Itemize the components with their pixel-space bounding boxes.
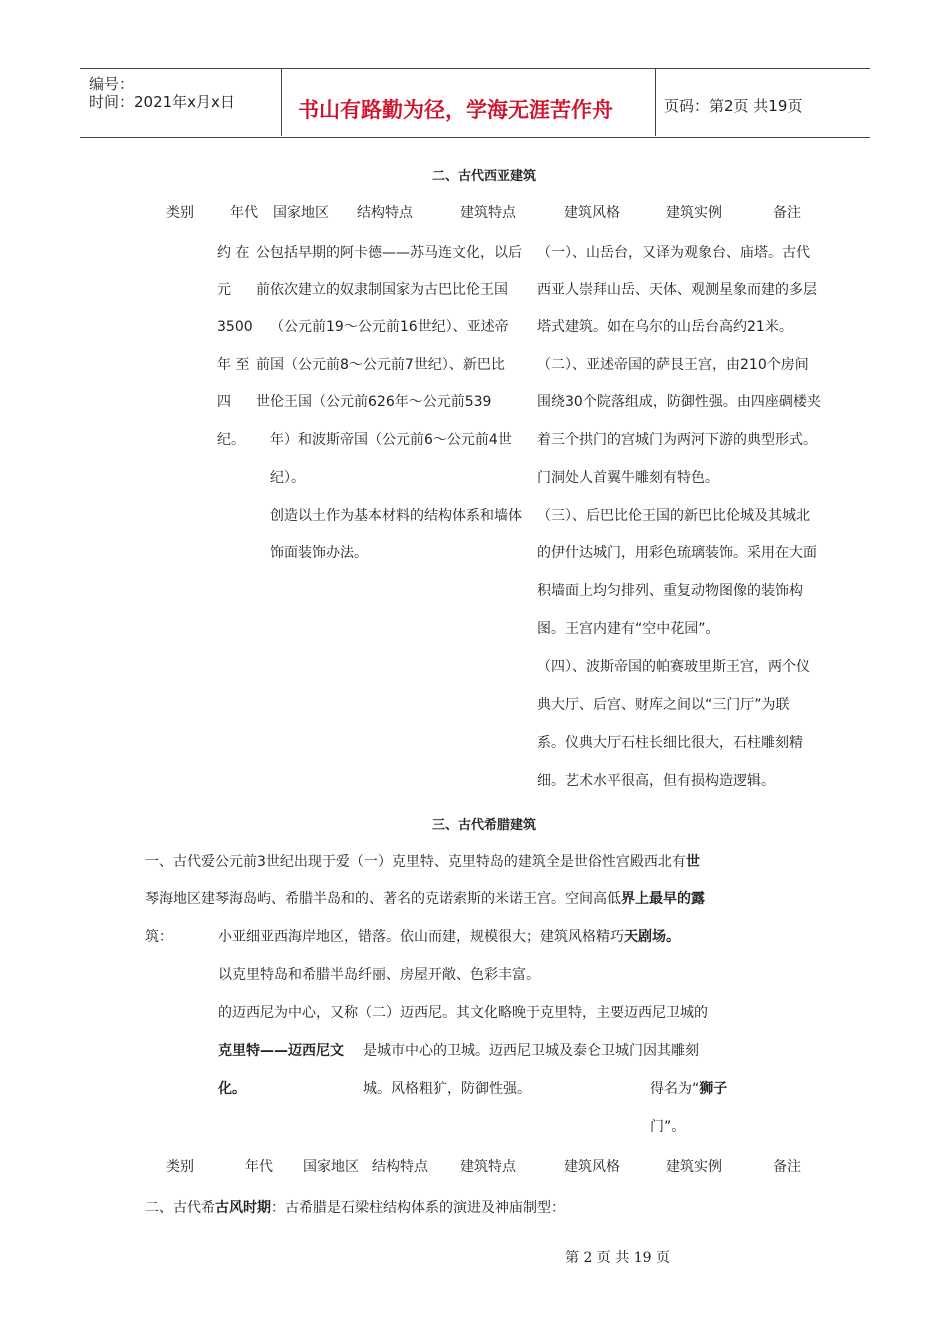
example-text: 积墙面上均匀排列、重复动物图像的装饰构 — [537, 583, 803, 599]
motto: 书山有路勤为径，学海无涯苦作舟 — [298, 98, 613, 122]
example-text: 塔式建筑。如在乌尔的山岳台高约21米。 — [537, 319, 793, 335]
page-label: 页码：第2页 共19页 — [664, 97, 803, 115]
greek-text-part: 二、古代希 — [145, 1200, 215, 1216]
region-text: （公元前19～公元前16世纪）、亚述帝 — [270, 319, 509, 335]
greek-text: 是城市中心的卫城。迈西尼卫城及泰仑卫城门因其雕刻 — [363, 1043, 699, 1059]
region-text: 前依次建立的奴隶制国家为古巴比伦王国 — [256, 282, 508, 298]
example-text: 图。王宫内建有“空中花园”。 — [537, 621, 720, 637]
region-text: 纪）。 — [270, 470, 305, 486]
region-text: 前国（公元前8～公元前7世纪）、新巴比 — [256, 357, 505, 373]
greek-text: 城。风格粗犷，防御性强。 — [363, 1081, 531, 1097]
example-text: （三）、后巴比伦王国的新巴比伦城及其城北 — [537, 508, 810, 524]
col-header: 建筑特点 — [460, 1159, 516, 1175]
example-text: 的伊什达城门，用彩色琉璃装饰。采用在大面 — [537, 545, 817, 561]
structure-text: 创造以土作为基本材料的结构体系和墙体 — [270, 508, 522, 524]
greek-text-bold: 界上最早的露 — [621, 891, 705, 907]
time-label: 时间：2021年x月x日 — [89, 93, 235, 111]
greek-text-bold: 天剧场。 — [624, 929, 680, 945]
greek-text-part: 得名为“ — [650, 1081, 700, 1097]
section-title: 二、古代西亚建筑 — [432, 169, 537, 184]
col-header: 类别 — [166, 205, 194, 221]
col-header: 结构特点 — [357, 205, 413, 221]
example-text: 围绕30个院落组成，防御性强。由四座碉楼夹 — [537, 394, 821, 410]
example-text: 典大厅、后宫、财库之间以“三门厅”为联 — [537, 697, 790, 713]
greek-text — [650, 1081, 727, 1097]
era-text: 元 — [217, 282, 231, 298]
greek-text-bold: 化。 — [218, 1081, 246, 1097]
col-header: 建筑特点 — [460, 205, 516, 221]
col-header: 备注 — [773, 205, 801, 221]
col-header: 建筑风格 — [564, 205, 620, 221]
col-header: 结构特点 — [372, 1159, 428, 1175]
era-text: 四 — [217, 394, 231, 410]
page-footer: 第 2 页 共 19 页 — [565, 1250, 670, 1266]
example-text: 门洞处人首翼牛雕刻有特色。 — [537, 470, 719, 486]
greek-text — [145, 891, 705, 907]
structure-text: 饰面装饰办法。 — [270, 545, 368, 561]
era-text: 年 至 — [217, 357, 250, 373]
greek-text: 的迈西尼为中心，又称（二）迈西尼。其文化略晚于克里特，主要迈西尼卫城的 — [218, 1005, 708, 1021]
col-header: 年代 — [245, 1159, 273, 1175]
greek-text: 以克里特岛和希腊半岛纤丽、房屋开敞、色彩丰富。 — [218, 967, 540, 983]
region-text: 年）和波斯帝国（公元前6～公元前4世 — [270, 432, 512, 448]
col-header: 建筑风格 — [564, 1159, 620, 1175]
greek-text: 门”。 — [650, 1119, 686, 1135]
region-text: 世伦王国（公元前626年～公元前539 — [256, 394, 492, 410]
col-header: 建筑实例 — [666, 1159, 722, 1175]
example-text: （一）、山岳台，又译为观象台、庙塔。古代 — [537, 245, 810, 261]
section-title: 三、古代希腊建筑 — [432, 818, 537, 833]
greek-text-bold: 克里特——迈西尼文 — [218, 1043, 344, 1059]
example-text: （四）、波斯帝国的帕赛玻里斯王宫，两个仪 — [537, 659, 810, 675]
col-header: 类别 — [166, 1159, 194, 1175]
greek-text — [218, 929, 680, 945]
era-text: 约 在 — [217, 245, 250, 261]
greek-text-part: 一、古代爱公元前3世纪出现于爱（一）克里特、克里特岛的建筑全是世俗性宫殿西北有 — [145, 854, 686, 870]
example-text: 着三个拱门的宫城门为两河下游的典型形式。 — [537, 432, 817, 448]
serial-label: 编号： — [89, 75, 135, 93]
greek-text-part: ：古希腊是石梁柱结构体系的演进及神庙制型： — [271, 1200, 565, 1216]
greek-text: 筑： — [145, 929, 173, 945]
col-header: 建筑实例 — [666, 205, 722, 221]
header-divider — [655, 68, 656, 136]
example-text: 系。仪典大厅石柱长细比很大，石柱雕刻精 — [537, 735, 803, 751]
greek-text-bold: 狮子 — [699, 1081, 728, 1097]
header-divider — [281, 68, 282, 136]
example-text: （二）、亚述帝国的萨艮王宫，由210个房间 — [537, 357, 809, 373]
greek-text-bold: 古风时期 — [215, 1200, 271, 1216]
example-text: 细。艺术水平很高，但有损构造逻辑。 — [537, 773, 775, 789]
col-header: 备注 — [773, 1159, 801, 1175]
example-text: 西亚人崇拜山岳、天体、观测星象而建的多层 — [537, 282, 817, 298]
greek-text — [145, 1200, 565, 1216]
greek-text-part: 琴海地区建琴海岛屿、希腊半岛和的、著名的克诺索斯的米诺王宫。空间高低 — [145, 891, 621, 907]
era-text: 3500 — [217, 319, 253, 335]
greek-text-part: 小亚细亚西海岸地区，错落。依山而建，规模很大；建筑风格精巧 — [218, 929, 624, 945]
greek-text — [145, 854, 700, 870]
region-text: 公包括早期的阿卡德——苏马连文化，以后 — [256, 245, 522, 261]
col-header: 国家地区 — [303, 1159, 359, 1175]
col-header: 年代 — [230, 205, 258, 221]
era-text: 纪。 — [217, 432, 245, 448]
col-header: 国家地区 — [273, 205, 329, 221]
greek-text-bold: 世 — [685, 854, 700, 870]
